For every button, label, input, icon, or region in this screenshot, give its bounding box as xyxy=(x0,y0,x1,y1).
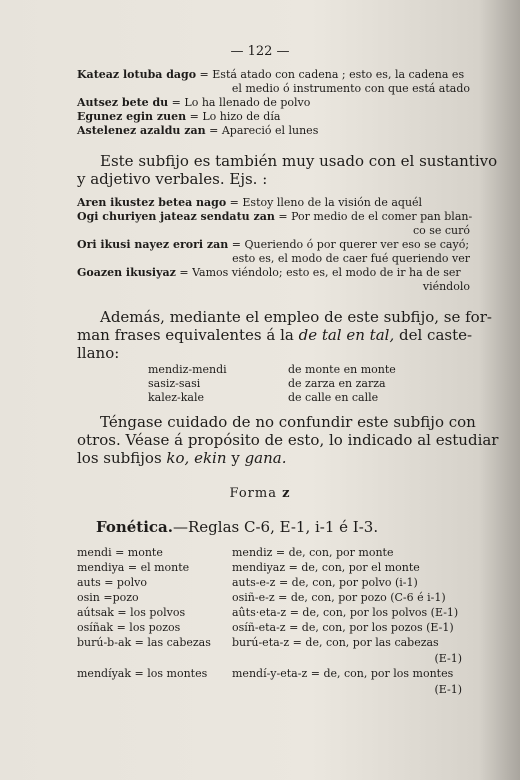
table-left: osin =pozo xyxy=(77,591,139,604)
example-line: Goazen ikusiyaz = Vamos viéndolo; esto es, el modo de ir ha de ser xyxy=(77,266,461,279)
example-continuation: el medio ó instrumento con que está atado xyxy=(231,82,470,95)
table-left: mendi = monte xyxy=(77,546,163,559)
example-line: Kateaz lotuba dago = Está atado con cadena ; esto es, la cadena es xyxy=(77,68,465,81)
table-right: mendí-y-eta-z = de, con, por los montes xyxy=(232,667,454,680)
example-line: Egunez egin zuen = Lo hizo de día xyxy=(77,110,281,123)
table-right: auts-e-z = de, con, por polvo (i-1) xyxy=(232,576,418,589)
example-es: de zarza en zarza xyxy=(288,377,386,390)
example-line: Ori ikusi nayez erori zan = Queriendo ó por querer ver eso se cayó; xyxy=(77,238,470,251)
example-es: de monte en monte xyxy=(288,363,396,376)
example-continuation: co se curó xyxy=(412,224,470,237)
paragraph-line: Además, mediante el empleo de este subfijo, se for- xyxy=(100,308,492,326)
example-eu: sasiz-sasi xyxy=(148,377,201,390)
table-right-continuation: (E-1) xyxy=(434,652,462,665)
paragraph-line: llano: xyxy=(77,344,120,362)
table-left: aútsak = los polvos xyxy=(77,606,186,619)
table-left: osíñak = los pozos xyxy=(77,621,181,634)
table-left: auts = polvo xyxy=(77,576,147,589)
table-right: aûts·eta-z = de, con, por los polvos (E-1) xyxy=(232,606,459,619)
example-continuation: esto es, el modo de caer fué queriendo ver xyxy=(232,252,470,265)
example-es: de calle en calle xyxy=(288,391,379,404)
example-eu: kalez-kale xyxy=(148,391,205,404)
example-line: Aren ikustez betea nago = Estoy lleno de la visión de aquél xyxy=(77,196,423,209)
example-continuation: viéndolo xyxy=(422,280,470,293)
paragraph-line: otros. Véase á propósito de esto, lo indicado al estudiar xyxy=(77,431,499,449)
fonetica-line: Fonética.—Reglas C-6, E-1, i-1 é I-3. xyxy=(96,518,379,536)
example-line: Astelenez azaldu zan = Apareció el lunes xyxy=(77,124,319,137)
paragraph-line: man frases equivalentes á la de tal en tal, del caste- xyxy=(77,326,473,344)
table-right: burú-eta-z = de, con, por las cabezas xyxy=(232,636,439,649)
example-eu: mendiz-mendi xyxy=(148,363,227,376)
paragraph-line: Este subfijo es también muy usado con el sustantivo xyxy=(100,152,498,170)
section-heading: Forma z xyxy=(229,486,291,501)
paragraph-line: Téngase cuidado de no confundir este subfijo con xyxy=(100,413,476,431)
example-line: Autsez bete du = Lo ha llenado de polvo xyxy=(77,96,311,109)
paragraph-line: y adjetivo verbales. Ejs. : xyxy=(77,170,268,188)
table-left: burú-b-ak = las cabezas xyxy=(77,636,211,649)
page-number: — 122 — xyxy=(230,44,290,59)
table-right: mendiyaz = de, con, por el monte xyxy=(232,561,420,574)
table-right: osíñ-eta-z = de, con, por los pozos (E-1) xyxy=(232,621,454,634)
example-line: Ogi churiyen jateaz sendatu zan = Por medio de el comer pan blan- xyxy=(77,210,473,223)
table-right: mendiz = de, con, por monte xyxy=(232,546,394,559)
paragraph-line: los subfijos ko, ekin y gana. xyxy=(77,449,287,467)
table-right-continuation: (E-1) xyxy=(434,683,462,696)
table-left: mendiya = el monte xyxy=(77,561,190,574)
table-left: mendíyak = los montes xyxy=(77,667,208,680)
table-right: osiñ-e-z = de, con, por pozo (C-6 é i-1) xyxy=(232,591,446,604)
